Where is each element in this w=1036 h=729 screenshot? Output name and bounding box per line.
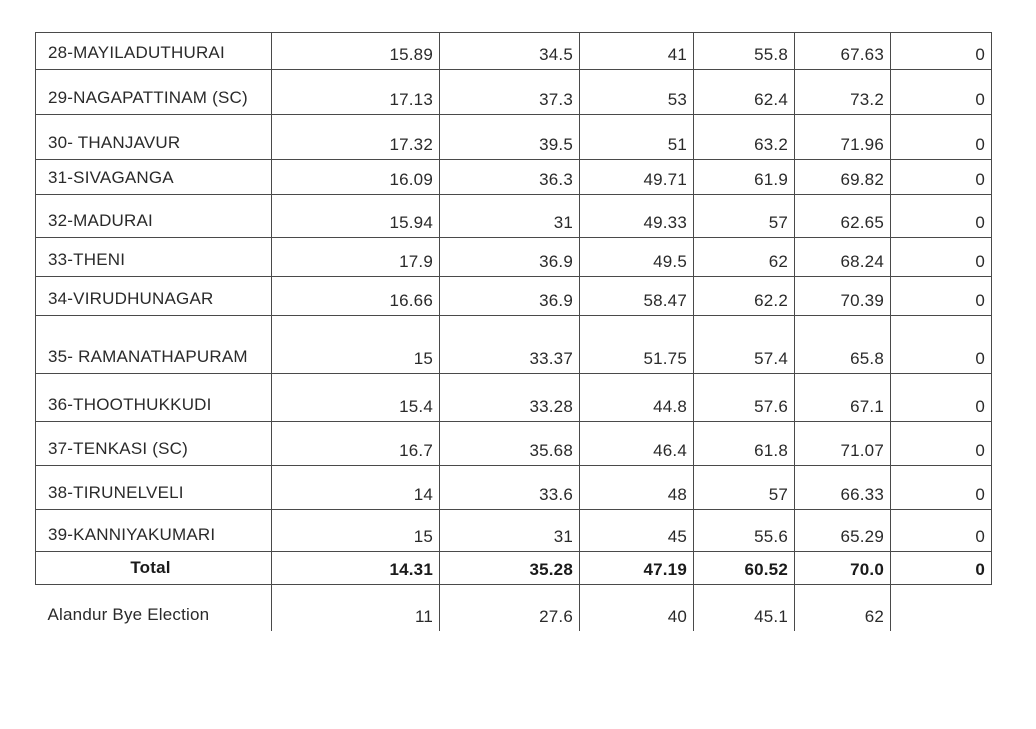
table-row [36,115,992,160]
value-cell-4: 57 [694,195,795,238]
value-cell-3: 49.71 [580,160,694,195]
value-cell-2: 35.68 [440,422,580,466]
value-cell-2: 39.5 [440,115,580,160]
value-cell-1: 15 [272,510,440,552]
value-cell-6: 0 [891,466,992,510]
value-cell-1: 11 [272,585,440,631]
value-cell-3: 48 [580,466,694,510]
constituency-name-cell: Total [36,552,272,585]
value-cell-5: 65.8 [795,316,891,374]
value-cell-6: 0 [891,195,992,238]
table-row [36,466,992,510]
table-row [36,316,992,374]
value-cell-1: 17.9 [272,238,440,277]
value-cell-1: 15.94 [272,195,440,238]
value-cell-3: 49.33 [580,195,694,238]
value-cell-6: 0 [891,510,992,552]
value-cell-3: 51 [580,115,694,160]
value-cell-4: 55.8 [694,33,795,70]
value-cell-4: 62 [694,238,795,277]
constituency-name-cell: 29-NAGAPATTINAM (SC) [36,70,272,115]
value-cell-3: 58.47 [580,277,694,316]
value-cell-4: 62.2 [694,277,795,316]
constituency-name-cell: 30- THANJAVUR [36,115,272,160]
value-cell-2: 33.37 [440,316,580,374]
value-cell-3: 47.19 [580,552,694,585]
value-cell-2: 31 [440,195,580,238]
constituency-turnout-table [35,32,992,631]
value-cell-4: 62.4 [694,70,795,115]
table-row [36,510,992,552]
value-cell-4: 61.9 [694,160,795,195]
value-cell-5: 65.29 [795,510,891,552]
value-cell-6: 0 [891,422,992,466]
value-cell-5: 68.24 [795,238,891,277]
value-cell-6 [891,585,992,631]
value-cell-1: 16.09 [272,160,440,195]
value-cell-3: 44.8 [580,374,694,422]
value-cell-2: 31 [440,510,580,552]
value-cell-4: 63.2 [694,115,795,160]
value-cell-5: 66.33 [795,466,891,510]
table-row [36,277,992,316]
constituency-name-cell: 39-KANNIYAKUMARI [36,510,272,552]
value-cell-1: 15.4 [272,374,440,422]
value-cell-2: 33.28 [440,374,580,422]
table-row [36,422,992,466]
value-cell-3: 49.5 [580,238,694,277]
table-row [36,160,992,195]
value-cell-6: 0 [891,160,992,195]
value-cell-1: 16.66 [272,277,440,316]
value-cell-2: 27.6 [440,585,580,631]
constituency-name-cell: Alandur Bye Election [36,585,272,631]
value-cell-4: 57.4 [694,316,795,374]
value-cell-5: 69.82 [795,160,891,195]
constituency-name-cell: 36-THOOTHUKKUDI [36,374,272,422]
value-cell-3: 45 [580,510,694,552]
constituency-name-cell: 35- RAMANATHAPURAM [36,316,272,374]
value-cell-4: 61.8 [694,422,795,466]
value-cell-5: 73.2 [795,70,891,115]
value-cell-4: 57 [694,466,795,510]
value-cell-6: 0 [891,277,992,316]
value-cell-1: 17.13 [272,70,440,115]
constituency-name-cell: 31-SIVAGANGA [36,160,272,195]
value-cell-3: 40 [580,585,694,631]
value-cell-6: 0 [891,115,992,160]
value-cell-4: 55.6 [694,510,795,552]
constituency-name-cell: 33-THENI [36,238,272,277]
value-cell-6: 0 [891,316,992,374]
value-cell-2: 33.6 [440,466,580,510]
value-cell-2: 36.9 [440,238,580,277]
table-row [36,238,992,277]
value-cell-6: 0 [891,33,992,70]
value-cell-1: 17.32 [272,115,440,160]
constituency-name-cell: 37-TENKASI (SC) [36,422,272,466]
value-cell-5: 71.07 [795,422,891,466]
value-cell-2: 36.9 [440,277,580,316]
value-cell-3: 46.4 [580,422,694,466]
value-cell-5: 67.63 [795,33,891,70]
value-cell-2: 36.3 [440,160,580,195]
value-cell-4: 60.52 [694,552,795,585]
value-cell-6: 0 [891,238,992,277]
table-row [36,33,992,70]
value-cell-6: 0 [891,374,992,422]
value-cell-5: 62.65 [795,195,891,238]
value-cell-2: 37.3 [440,70,580,115]
constituency-name-cell: 28-MAYILADUTHURAI [36,33,272,70]
constituency-name-cell: 32-MADURAI [36,195,272,238]
total-row [36,552,992,585]
constituency-name-cell: 38-TIRUNELVELI [36,466,272,510]
value-cell-4: 45.1 [694,585,795,631]
value-cell-1: 16.7 [272,422,440,466]
value-cell-6: 0 [891,552,992,585]
value-cell-5: 62 [795,585,891,631]
table-row [36,70,992,115]
table-row [36,195,992,238]
value-cell-3: 51.75 [580,316,694,374]
value-cell-5: 70.0 [795,552,891,585]
value-cell-1: 15 [272,316,440,374]
value-cell-1: 14 [272,466,440,510]
value-cell-1: 15.89 [272,33,440,70]
constituency-name-cell: 34-VIRUDHUNAGAR [36,277,272,316]
value-cell-3: 53 [580,70,694,115]
value-cell-5: 67.1 [795,374,891,422]
value-cell-2: 35.28 [440,552,580,585]
table-row [36,374,992,422]
bye-election-row [36,585,992,631]
value-cell-4: 57.6 [694,374,795,422]
value-cell-6: 0 [891,70,992,115]
value-cell-5: 70.39 [795,277,891,316]
value-cell-1: 14.31 [272,552,440,585]
value-cell-3: 41 [580,33,694,70]
value-cell-5: 71.96 [795,115,891,160]
value-cell-2: 34.5 [440,33,580,70]
